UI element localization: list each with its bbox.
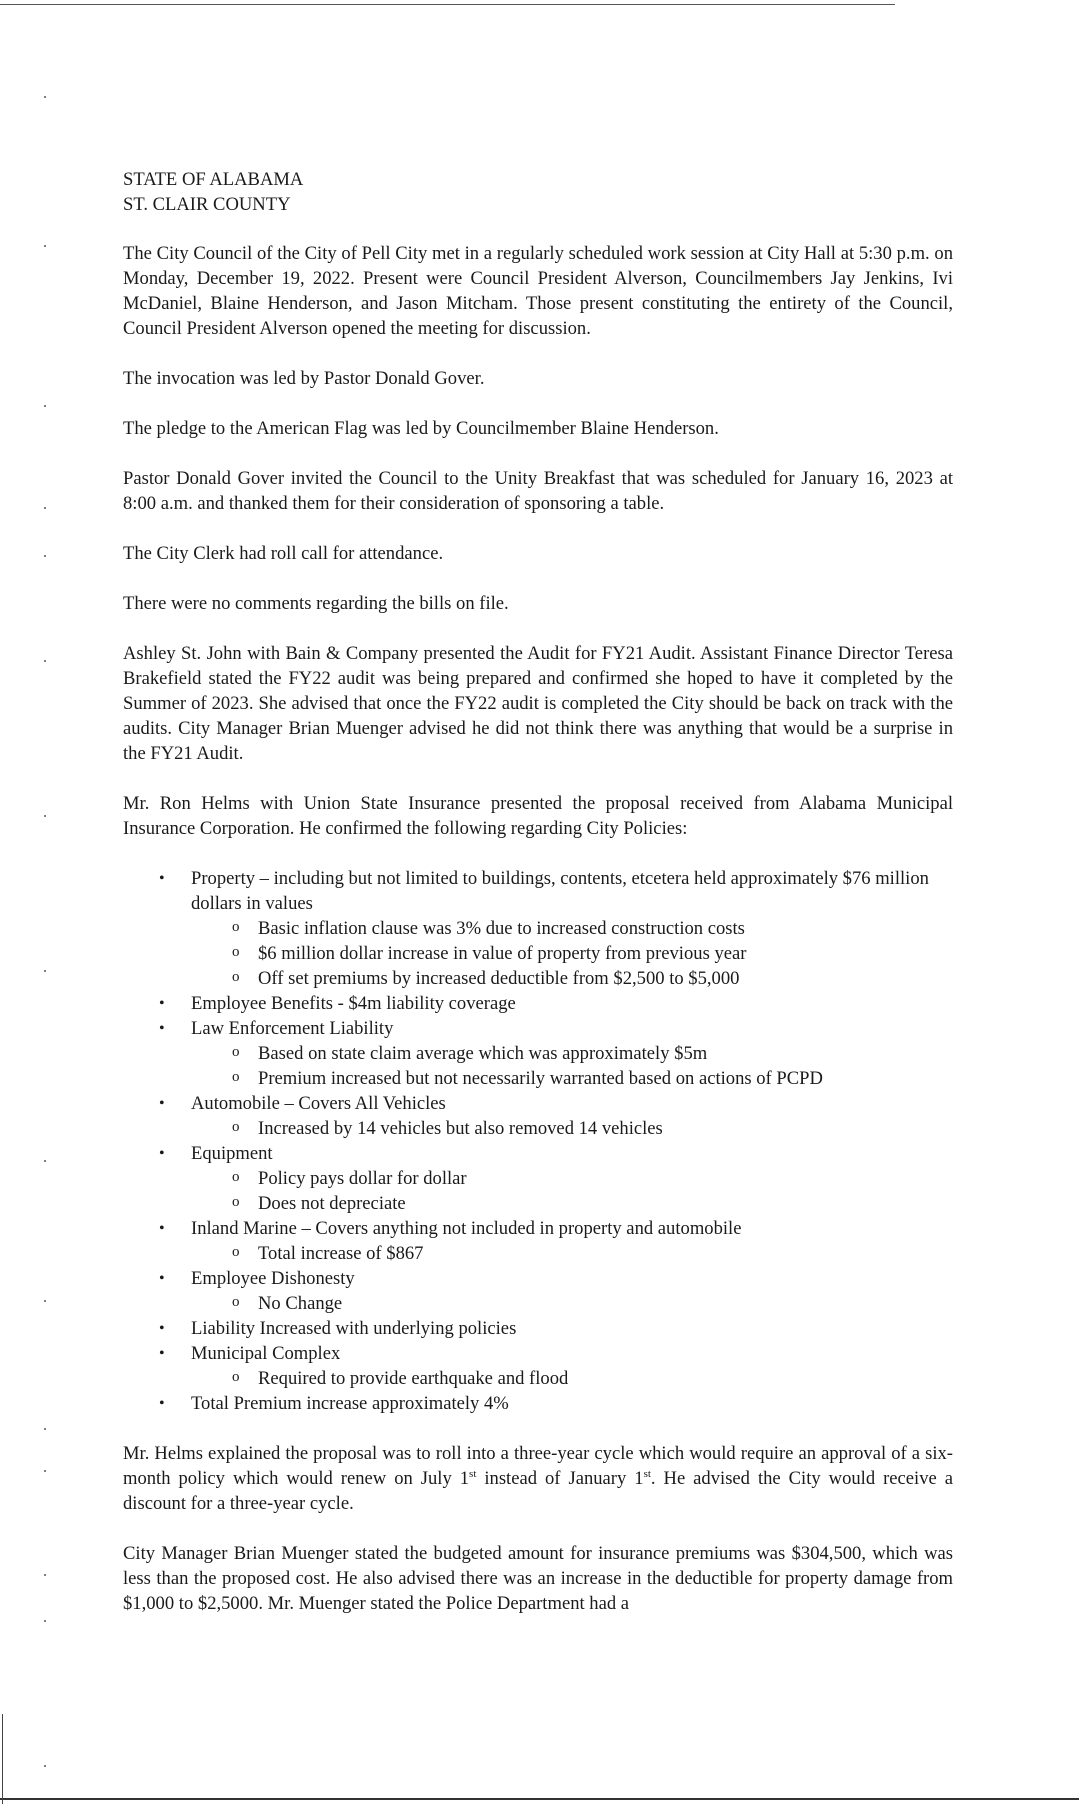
invocation-paragraph: The invocation was led by Pastor Donald Gover. bbox=[123, 368, 485, 389]
policy-item-text: Law Enforcement Liability bbox=[191, 1018, 394, 1039]
policy-item-text: Total Premium increase approximately 4% bbox=[191, 1393, 509, 1414]
policy-sub-item: o No Change bbox=[191, 1291, 953, 1316]
scan-dot bbox=[44, 555, 46, 557]
scan-dot bbox=[44, 815, 46, 817]
scan-edge-line bbox=[2, 1714, 3, 1804]
policy-sub-list bbox=[191, 1116, 953, 1141]
scan-dot bbox=[44, 1428, 46, 1430]
policy-sub-item: o Does not depreciate bbox=[191, 1191, 953, 1216]
state-heading: STATE OF ALABAMA bbox=[123, 169, 304, 190]
scan-dot bbox=[44, 1574, 46, 1576]
policy-sub-list bbox=[191, 1366, 953, 1391]
roll-call-paragraph: The City Clerk had roll call for attendance. bbox=[123, 543, 444, 564]
policy-item-text: Employee Benefits - $4m liability coverage bbox=[191, 993, 516, 1014]
policy-item-text: Property – including but not limited to buildings, contents, etcetera held approximately $76 million dollars in values bbox=[191, 868, 929, 914]
scan-dot bbox=[44, 96, 46, 98]
top-rule bbox=[0, 4, 895, 5]
scan-dot bbox=[44, 660, 46, 662]
bottom-rule bbox=[0, 1798, 1079, 1800]
policy-sub-item: o Off set premiums by increased deductible from $2,500 to $5,000 bbox=[191, 966, 953, 991]
policy-item bbox=[123, 1341, 953, 1391]
policy-list bbox=[123, 866, 953, 1416]
policy-sub-list bbox=[191, 1041, 953, 1091]
minutes-document bbox=[123, 167, 953, 1616]
policy-item-text: Inland Marine – Covers anything not included in property and automobile bbox=[191, 1218, 742, 1239]
policy-sub-list bbox=[191, 916, 953, 991]
policy-item bbox=[123, 1016, 953, 1091]
policy-item-text: Liability Increased with underlying policies bbox=[191, 1318, 517, 1339]
policy-sub-item: o Total increase of $867 bbox=[191, 1241, 953, 1266]
policy-sub-item: o Required to provide earthquake and flood bbox=[191, 1366, 953, 1391]
county-heading: ST. CLAIR COUNTY bbox=[123, 194, 291, 215]
scan-dot bbox=[44, 1765, 46, 1767]
policy-sub-item: o Increased by 14 vehicles but also removed 14 vehicles bbox=[191, 1116, 953, 1141]
scan-dot bbox=[44, 405, 46, 407]
scan-dot bbox=[44, 1300, 46, 1302]
policy-item-text: Municipal Complex bbox=[191, 1343, 341, 1364]
budget-paragraph: City Manager Brian Muenger stated the budgeted amount for insurance premiums was $304,500, which was less than the proposed cost. He also advised there was an increase in the deductible for property damage from $1,000 to $2,5000. Mr. Muenger stated the Police Department had a bbox=[123, 1543, 953, 1614]
scan-dot bbox=[44, 507, 46, 509]
scan-dot bbox=[44, 1160, 46, 1162]
cycle-text-a: Mr. Helms explained the proposal was to roll into a three-year cycle which would require an approval of a six-month policy which would renew on July 1 bbox=[123, 1443, 953, 1489]
cycle-text-c: . He advised the City would receive a discount for a three-year cycle. bbox=[123, 1468, 953, 1514]
policy-sub-list bbox=[191, 1241, 953, 1266]
document-heading bbox=[123, 167, 953, 217]
policy-item-text: Automobile – Covers All Vehicles bbox=[191, 1093, 446, 1114]
policy-item bbox=[123, 1266, 953, 1316]
three-year-cycle-paragraph bbox=[123, 1441, 953, 1516]
cycle-text-b: instead of January 1 bbox=[476, 1468, 644, 1489]
insurance-intro-paragraph: Mr. Ron Helms with Union State Insurance presented the proposal received from Alabama Municipal Insurance Corporation. He confirmed the following regarding City Policies: bbox=[123, 793, 953, 839]
policy-item bbox=[123, 1141, 953, 1216]
unity-breakfast-paragraph: Pastor Donald Gover invited the Council to the Unity Breakfast that was scheduled for January 16, 2023 at 8:00 a.m. and thanked them for their consideration of sponsoring a table. bbox=[123, 468, 953, 514]
policy-item-text: Equipment bbox=[191, 1143, 273, 1164]
policy-item bbox=[123, 1091, 953, 1141]
policy-sub-item: o Basic inflation clause was 3% due to increased construction costs bbox=[191, 916, 953, 941]
meeting-opening-paragraph: The City Council of the City of Pell City met in a regularly scheduled work session at City Hall at 5:30 p.m. on Monday, December 19, 2022. Present were Council President Alverson, Councilmembers Jay Jenkins, Ivi McDaniel, Blaine Henderson, and Jason Mitcham. Those present constituting the entirety of the Council, Council President Alverson opened the meeting for discussion. bbox=[123, 243, 953, 339]
policy-item bbox=[123, 1391, 953, 1416]
policy-sub-item: o $6 million dollar increase in value of property from previous year bbox=[191, 941, 953, 966]
policy-item bbox=[123, 1316, 953, 1341]
scan-dot bbox=[44, 245, 46, 247]
pledge-paragraph: The pledge to the American Flag was led by Councilmember Blaine Henderson. bbox=[123, 418, 719, 439]
bills-paragraph: There were no comments regarding the bills on file. bbox=[123, 593, 509, 614]
policy-sub-item: o Policy pays dollar for dollar bbox=[191, 1166, 953, 1191]
policy-item bbox=[123, 866, 953, 991]
superscript-st: st bbox=[643, 1467, 651, 1480]
scan-dot bbox=[44, 1620, 46, 1622]
policy-item bbox=[123, 1216, 953, 1266]
policy-sub-list bbox=[191, 1291, 953, 1316]
policy-sub-list bbox=[191, 1166, 953, 1216]
audit-paragraph: Ashley St. John with Bain & Company presented the Audit for FY21 Audit. Assistant Finance Director Teresa Brakefield stated the FY22 audit was being prepared and confirmed she hoped to have it completed by the Summer of 2023. She advised that once the FY22 audit is completed the City should be back on track with the audits. City Manager Brian Muenger advised he did not think there was anything that would be a surprise in the FY21 Audit. bbox=[123, 643, 953, 764]
scan-dot bbox=[44, 1470, 46, 1472]
superscript-st: st bbox=[469, 1467, 477, 1480]
scan-dot bbox=[44, 970, 46, 972]
policy-item-text: Employee Dishonesty bbox=[191, 1268, 355, 1289]
policy-sub-item: o Premium increased but not necessarily warranted based on actions of PCPD bbox=[191, 1066, 953, 1091]
policy-item bbox=[123, 991, 953, 1016]
policy-sub-item: o Based on state claim average which was approximately $5m bbox=[191, 1041, 953, 1066]
